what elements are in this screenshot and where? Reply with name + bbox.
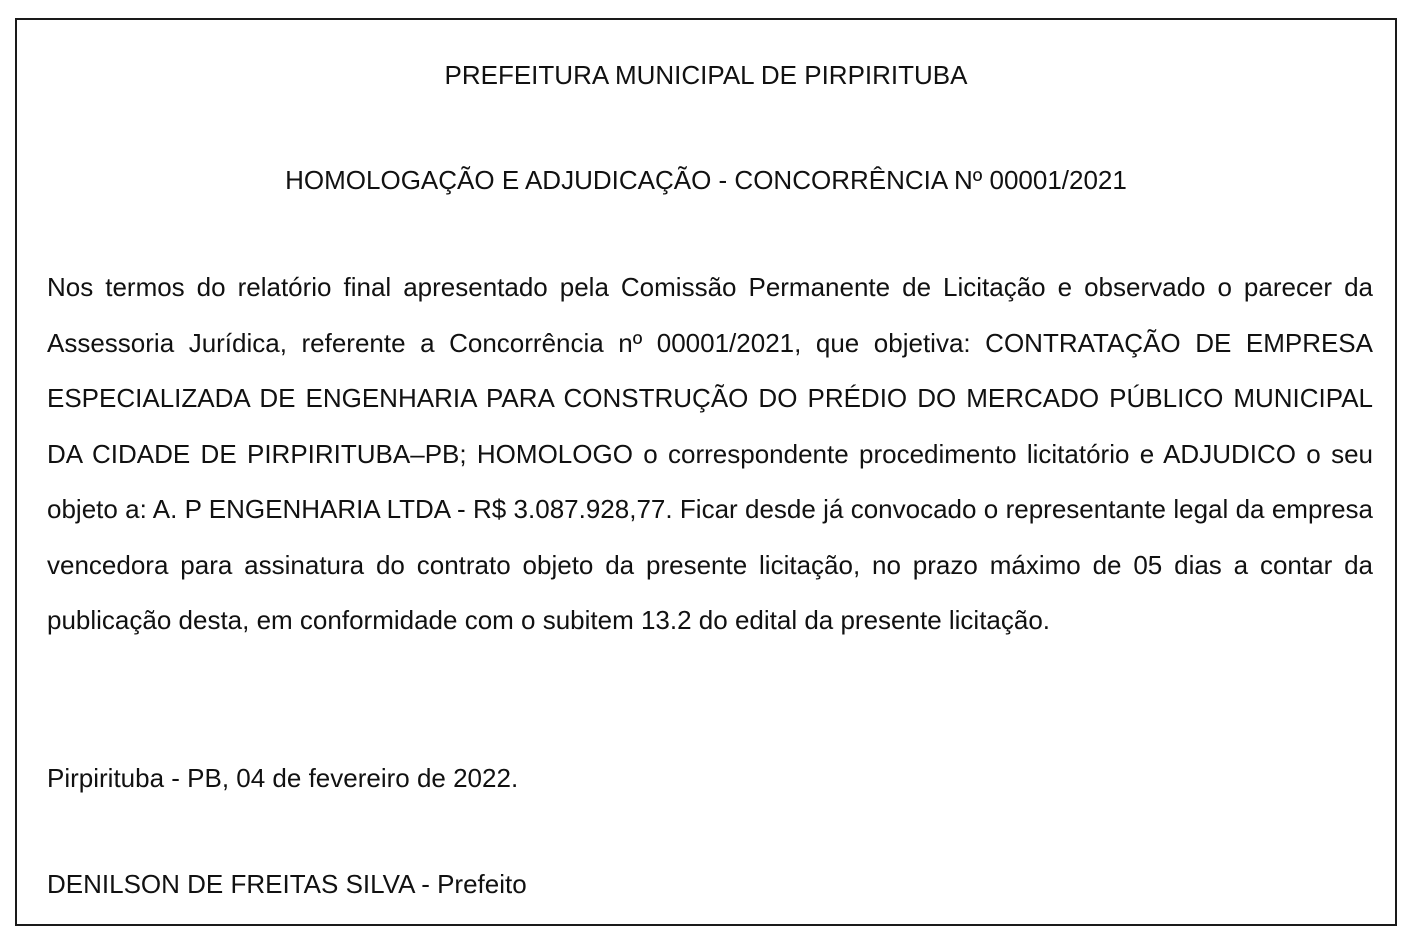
notice-title: HOMOLOGAÇÃO E ADJUDICAÇÃO - CONCORRÊNCIA Nº 00001/2021 [285,165,1127,195]
notice-body: Nos termos do relatório final apresentado pela Comissão Permanente de Licitação e observado o parecer da Assessoria Jurídica, referente a Concorrência nº 00001/2021, que objetiva: CONTRATAÇÃO DE EMPRESA ESPECIALIZADA DE ENGENHARIA PARA CONSTRUÇÃO DO PRÉDIO DO MERCADO PÚBLICO MUNICIPAL DA CIDADE DE PIRPIRITUBA–PB; HOMOLOGO o correspondente procedimento licitatório e ADJUDICO o seu objeto a: A. P ENGENHARIA LTDA - R$ 3.087.928,77. Ficar desde já convocado o representante legal da empresa vencedora para assinatura do contrato objeto da presente licitação, no prazo máximo de 05 dias a contar da publicação desta, em conformidade com o subitem 13.2 do edital da presente licitação. [47,272,1373,635]
notice-date: Pirpirituba - PB, 04 de fevereiro de 2022. [47,763,519,793]
notice-signature: DENILSON DE FREITAS SILVA - Prefeito [47,869,527,899]
organization-name: PREFEITURA MUNICIPAL DE PIRPIRITUBA [444,60,968,90]
notice-frame [15,18,1397,926]
